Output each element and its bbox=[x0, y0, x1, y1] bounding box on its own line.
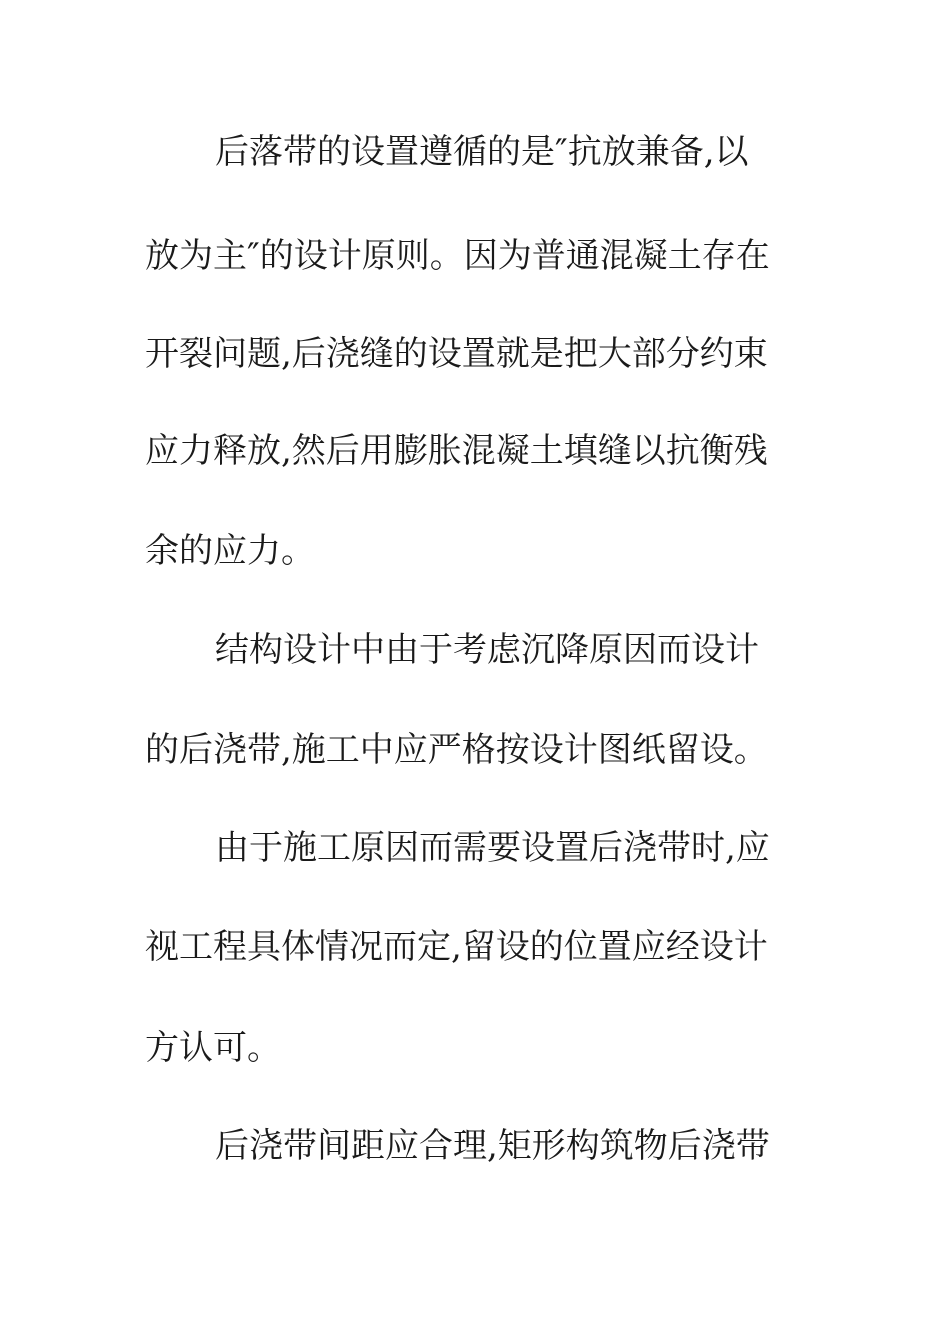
paragraph-1-line-2: 放为主″的设计原则。因为普通混凝土存在 bbox=[145, 236, 770, 276]
paragraph-1-line-3: 开裂问题,后浇缝的设置就是把大部分约束 bbox=[145, 334, 768, 374]
paragraph-3-line-2: 视工程具体情况而定,留设的位置应经设计 bbox=[145, 927, 768, 967]
paragraph-1-line-4: 应力释放,然后用膨胀混凝土填缝以抗衡残 bbox=[145, 431, 768, 471]
paragraph-1-line-1: 后落带的设置遵循的是″抗放兼备,以 bbox=[215, 132, 749, 172]
paragraph-2-line-2: 的后浇带,施工中应严格按设计图纸留设。 bbox=[145, 730, 768, 770]
paragraph-1-line-5: 余的应力。 bbox=[145, 531, 315, 571]
paragraph-3-line-1: 由于施工原因而需要设置后浇带时,应 bbox=[215, 828, 770, 868]
paragraph-3-line-3: 方认可。 bbox=[145, 1028, 281, 1068]
paragraph-4-line-1: 后浇带间距应合理,矩形构筑物后浇带 bbox=[215, 1126, 770, 1166]
paragraph-2-line-1: 结构设计中由于考虑沉降原因而设计 bbox=[215, 630, 759, 670]
